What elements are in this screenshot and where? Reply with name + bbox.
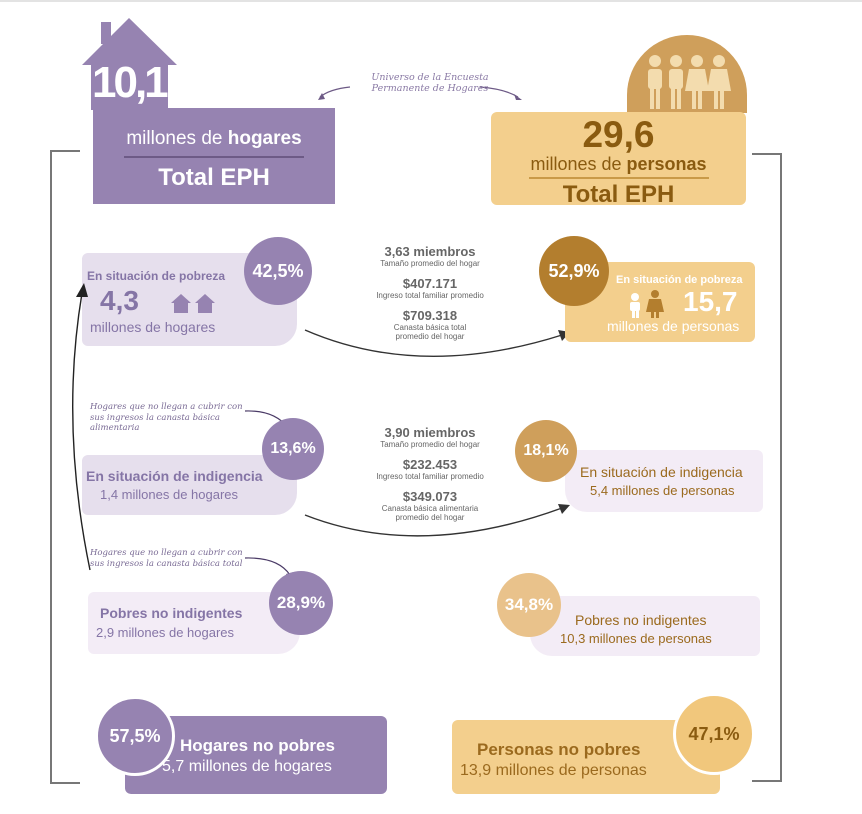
header-rule	[124, 156, 304, 158]
persons-header-box	[491, 112, 746, 208]
persons-non-poor-pct: 47,1%	[673, 693, 755, 775]
persons-non-indigent-card	[530, 596, 760, 656]
indigence-note: Hogares que no llegan a cubrir con sus ingresos la canasta básica alimentaria	[90, 402, 243, 433]
households-poverty-label: En situación de pobreza	[87, 269, 226, 283]
persons-non-indigent-label: Pobres no indigentes	[575, 612, 707, 628]
persons-non-poor-sub: 13,9 millones de personas	[460, 762, 647, 779]
non-indigent-note: Hogares que no llegan a cubrir con sus ingresos la canasta básica total	[90, 548, 243, 569]
left-flow-arrow	[60, 275, 100, 575]
poverty-middle-stats: 3,63 miembros Tamaño promedio del hogar $407.171 Ingreso total familiar promedio $709.318 Canasta básica total promedio del hogar	[376, 244, 484, 341]
indigence-flow-arrow	[300, 500, 575, 548]
households-poverty-unit: millones de hogares	[90, 319, 216, 335]
persons-poverty-label: En situación de pobreza	[616, 274, 743, 286]
households-total-label: Total EPH	[158, 164, 270, 191]
persons-non-indigent-pct: 34,8%	[497, 573, 561, 637]
households-non-poor-label: Hogares no pobres	[180, 736, 335, 755]
people-group-icon	[627, 35, 747, 113]
households-non-poor-sub: 5,7 millones de hogares	[162, 758, 332, 775]
households-poverty-value: 4,3	[100, 285, 139, 316]
households-non-indigent-label: Pobres no indigentes	[100, 605, 243, 621]
households-total-number: 10,1	[92, 58, 166, 107]
universe-note: Universo de la Encuesta Permanente de Hogares	[371, 72, 489, 94]
households-non-indigent-sub: 2,9 millones de hogares	[96, 625, 235, 640]
persons-unit: millones de personas	[530, 154, 707, 174]
households-indigence-sub: 1,4 millones de hogares	[100, 487, 239, 502]
persons-indigence-card	[565, 450, 763, 512]
persons-poverty-unit: millones de personas	[607, 318, 740, 334]
households-poverty-pct: 42,5%	[244, 237, 312, 305]
households-non-poor-pct: 57,5%	[95, 696, 175, 776]
header-rule	[529, 177, 709, 179]
persons-non-poor-label: Personas no pobres	[477, 740, 641, 759]
persons-indigence-pct: 18,1%	[515, 420, 577, 482]
child-adult-icon	[625, 290, 673, 318]
top-divider	[0, 0, 862, 2]
persons-total-number: 29,6	[582, 114, 655, 155]
persons-poverty-pct: 52,9%	[539, 236, 609, 306]
households-indigence-pct: 13,6%	[262, 418, 324, 480]
households-unit: millones de hogares	[126, 128, 302, 149]
households-header-box	[93, 108, 335, 204]
indigence-middle-stats: 3,90 miembros Tamaño promedio del hogar $232.453 Ingreso total familiar promedio $349.073 Canasta básica alimentaria promedio del hogar	[376, 425, 484, 522]
persons-poverty-value: 15,7	[683, 286, 738, 317]
persons-indigence-sub: 5,4 millones de personas	[590, 483, 735, 498]
persons-indigence-label: En situación de indigencia	[580, 464, 743, 480]
persons-total-label: Total EPH	[562, 181, 675, 208]
poverty-flow-arrow	[300, 320, 575, 370]
households-non-indigent-pct: 28,9%	[269, 571, 333, 635]
houses-icon	[170, 293, 220, 315]
persons-non-indigent-sub: 10,3 millones de personas	[560, 631, 712, 646]
households-indigence-card	[82, 455, 297, 515]
households-indigence-label: En situación de indigencia	[86, 468, 263, 484]
